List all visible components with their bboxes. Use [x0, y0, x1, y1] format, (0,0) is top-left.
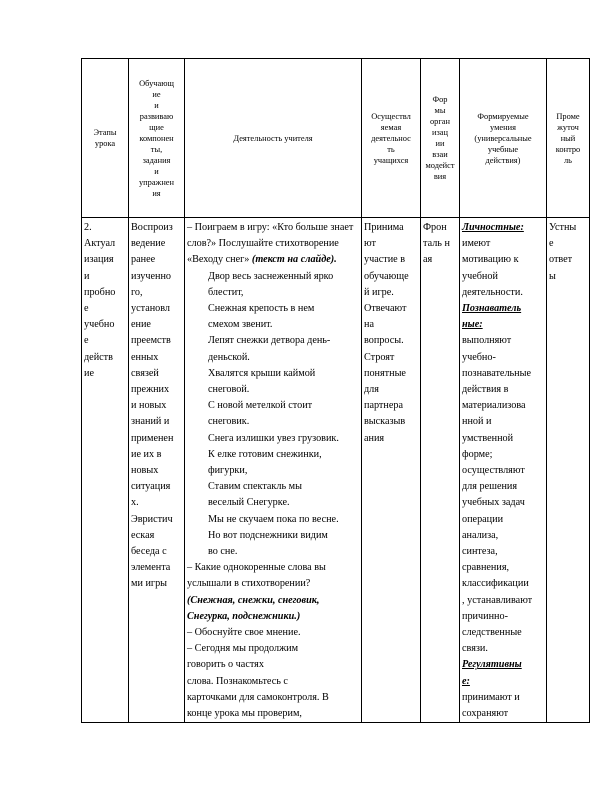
teacher-today-line5: конце урока мы проверим,: [187, 708, 302, 720]
header-student-activity: Осуществл яемая деятельнос ть учащихся: [362, 59, 421, 218]
table-header-row: [82, 59, 590, 218]
table-row: [82, 218, 590, 723]
cell-control: Устны е ответ ы: [547, 218, 590, 723]
teacher-today-line2: говорить о частях: [187, 659, 264, 671]
teacher-justify: – Обоснуйте свое мнение.: [187, 627, 301, 639]
header-stages: Этапы урока: [82, 59, 129, 218]
teacher-intro-note: (текст на слайде).: [251, 254, 337, 266]
skills-cognitive-label: Познаватель ные:: [462, 303, 522, 331]
skills-personal-label: Личностные:: [462, 222, 524, 233]
teacher-intro: – Поиграем в игру: «Кто больше знает слов?» Послушайте стихотворение «Веходу снег»: [187, 222, 354, 266]
poem-text: Двор весь заснеженный ярко блестит, Снежная крепость в нем смехом звенит. Лепят снежки детвора день- деньской. Хвалятся крыши каймой снеговой. С новой метелкой стоит снеговик. Снега излишки увез грузовик. К елке готовим снежинки, фигурки, Ставим спектакль мы веселый Снегурке. Мы не скучаем пока по весне. Но вот подснежники видим во сне.: [208, 270, 339, 558]
cell-interaction-forms: Фрон таль н ая: [421, 218, 460, 723]
cell-components: Воспроиз ведение ранее изученно го, установл ение преемств енных связей прежних и новых знаний и применен ие их в новых ситуация х. Эвристич еская беседа с элемента ми игры: [129, 218, 185, 723]
cell-student-activity: Принима ют участие в обучающе й игре. Отвечают на вопросы. Строят понятные для партнера высказыв ания: [362, 218, 421, 723]
teacher-today-line3: слова. Познакомьтесь с: [187, 675, 288, 687]
header-control: Проме жуточ ный контро ль: [547, 59, 590, 218]
lesson-plan-table: [81, 58, 590, 723]
skills-personal-text: имеют мотивацию к учебной деятельности.: [462, 238, 523, 298]
cell-skills: [460, 218, 547, 723]
teacher-answer: (Снежная, снежки, снеговик, Снегурка, подснежники.): [187, 594, 320, 622]
header-teacher-activity: Деятельность учителя: [185, 59, 362, 218]
header-interaction-forms: Фор мы орган изац ии взаи модейст вия: [421, 59, 460, 218]
skills-regulatory-text: принимают и сохраняют: [462, 691, 520, 720]
header-components: Обучающ ие и развиваю щие компонен ты, задания и упражнен ия: [129, 59, 185, 218]
skills-cognitive-text: выполняют учебно- познавательные действия в материализова нной и умственной форме; осуществляют для решения учебных задач операции анализа, синтеза, сравнения, классификации , устанавливают причинно- следственные связи.: [462, 335, 533, 655]
cell-stage: 2. Актуал изация и пробно е учебно е действ ие: [82, 218, 129, 723]
teacher-today-line4: карточками для самоконтроля. В: [187, 691, 329, 703]
skills-regulatory-label: Регулятивны е:: [462, 659, 522, 687]
header-skills: Формируемые умения (универсальные учебные действия): [460, 59, 547, 218]
teacher-question: – Какие однокоренные слова вы услышали в стихотворении?: [187, 562, 326, 590]
cell-teacher-activity: [185, 218, 362, 723]
teacher-today-line1: – Сегодня мы продолжим: [187, 643, 299, 655]
